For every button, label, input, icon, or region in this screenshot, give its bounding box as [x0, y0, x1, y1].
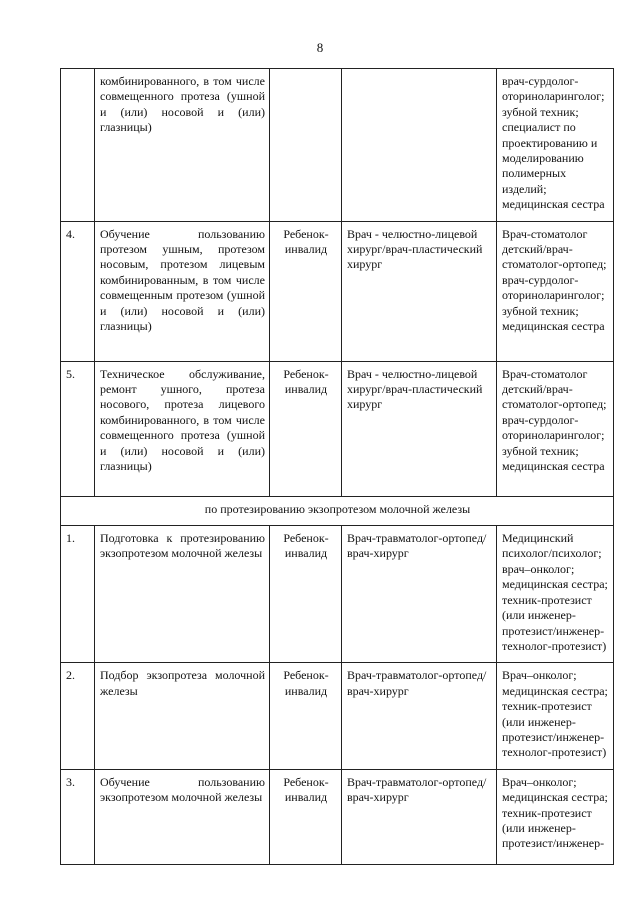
procedure-cell: Обучение пользованию протезом ушным, протезом носовым, протезом лицевым комбинированным, в том числе совмещенным протезом (ушной и (или) носовой и (или) глазницы): [95, 221, 270, 361]
specialist-primary-cell: Врач-травматолог-ортопед/врач-хирург: [342, 769, 497, 864]
row-number: 5.: [61, 361, 95, 496]
row-number: 4.: [61, 221, 95, 361]
procedure-cell: комбинированного, в том числе совмещенного протеза (ушной и (или) носовой и (или) глазницы): [95, 69, 270, 222]
page-number: 8: [316, 40, 324, 55]
table-row: [61, 526, 614, 663]
category-cell: Ребенок-инвалид: [270, 221, 342, 361]
table-row: [61, 221, 614, 361]
row-number: 2.: [61, 663, 95, 769]
procedure-cell: Техническое обслуживание, ремонт ушного, протеза носового, протеза лицевого комбинированного, в том числе совмещенного протеза (ушной и (или) носовой и (или) глазницы): [95, 361, 270, 496]
table-row-continuation: [61, 69, 614, 222]
specialist-secondary-cell: Врач–онколог; медицинская сестра; техник-протезист (или инженер-протезист/инженер-технолог-протезист): [497, 663, 614, 769]
category-cell: Ребенок-инвалид: [270, 526, 342, 663]
table-row: [61, 663, 614, 769]
specialist-primary-cell: [342, 69, 497, 222]
specialist-secondary-cell: Медицинский психолог/психолог; врач–онколог; медицинская сестра; техник-протезист (или инженер-протезист/инженер-технолог-протезист): [497, 526, 614, 663]
category-cell: Ребенок-инвалид: [270, 663, 342, 769]
category-cell: Ребенок-инвалид: [270, 361, 342, 496]
specialist-secondary-cell: врач-сурдолог-оториноларинголог; зубной техник; специалист по проектированию и моделированию полимерных изделий; медицинская сестра: [497, 69, 614, 222]
row-number: 1.: [61, 526, 95, 663]
procedure-cell: Обучение пользованию экзопротезом молочной железы: [95, 769, 270, 864]
category-cell: [270, 69, 342, 222]
specialist-primary-cell: Врач-травматолог-ортопед/врач-хирург: [342, 663, 497, 769]
category-cell: Ребенок-инвалид: [270, 769, 342, 864]
section-heading-row: [61, 496, 614, 525]
specialist-primary-cell: Врач - челюстно-лицевой хирург/врач-пластический хирург: [342, 361, 497, 496]
procedure-cell: Подбор экзопротеза молочной железы: [95, 663, 270, 769]
specialist-primary-cell: Врач-травматолог-ортопед/врач-хирург: [342, 526, 497, 663]
row-number: [61, 69, 95, 222]
procedure-cell: Подготовка к протезированию экзопротезом молочной железы: [95, 526, 270, 663]
specialist-secondary-cell: Врач-стоматолог детский/врач-стоматолог-ортопед; врач-сурдолог-оториноларинголог; зубной техник; медицинская сестра: [497, 361, 614, 496]
section-heading: по протезированию экзопротезом молочной железы: [61, 496, 614, 525]
table-row: [61, 361, 614, 496]
specialist-primary-cell: Врач - челюстно-лицевой хирург/врач-пластический хирург: [342, 221, 497, 361]
specialist-secondary-cell: Врач–онколог; медицинская сестра; техник-протезист (или инженер-протезист/инженер-: [497, 769, 614, 864]
row-number: 3.: [61, 769, 95, 864]
specialist-secondary-cell: Врач-стоматолог детский/врач-стоматолог-ортопед; врач-сурдолог-оториноларинголог; зубной техник; медицинская сестра: [497, 221, 614, 361]
table-row: [61, 769, 614, 864]
procedures-table: [60, 68, 614, 865]
